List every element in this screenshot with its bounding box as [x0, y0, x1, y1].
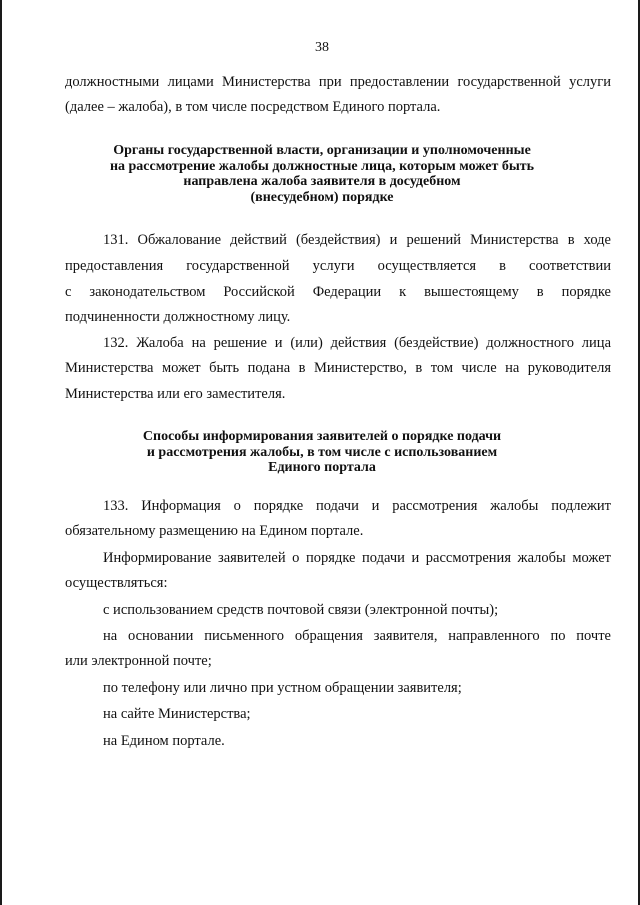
section-heading-inform-methods	[2, 429, 640, 476]
list-item-phone: по телефону или лично при устном обращении заявителя;	[103, 680, 462, 696]
para-132-line-1: 132. Жалоба на решение и (или) действия (бездействие) должностного лица	[103, 335, 611, 351]
list-item-written-line-2: или электронной почте;	[65, 653, 212, 669]
para-131-line-3: с законодательством Российской Федерации к вышестоящему в порядке	[65, 284, 611, 300]
page-number: 38	[315, 40, 329, 55]
para-131-line-2: предоставления государственной услуги осуществляется в соответствии	[65, 258, 611, 274]
heading-line: и рассмотрения жалобы, в том числе с использованием	[146, 444, 498, 460]
para-133-line-1: 133. Информация о порядке подачи и рассмотрения жалобы подлежит	[103, 498, 611, 514]
section-heading-complaint-bodies	[2, 143, 640, 205]
intro-line-2: (далее – жалоба), в том числе посредством Единого портала.	[65, 99, 441, 115]
list-item-written-line-1: на основании письменного обращения заявителя, направленного по почте	[103, 628, 611, 644]
para-131-line-1: 131. Обжалование действий (бездействия) и решений Министерства в ходе	[103, 232, 611, 248]
para-132-line-2: Министерства может быть подана в Министерство, в том числе на руководителя	[65, 360, 611, 376]
list-item-website: на сайте Министерства;	[103, 706, 251, 722]
para-133-line-2: обязательному размещению на Едином портале.	[65, 523, 364, 539]
heading-line: (внесудебном) порядке	[250, 189, 394, 205]
para-132-line-3: Министерства или его заместителя.	[65, 386, 286, 402]
list-item-postal: с использованием средств почтовой связи (электронной почты);	[103, 602, 499, 618]
para-131-line-4: подчиненности должностному лицу.	[65, 309, 291, 325]
para-inform-line-2: осуществляться:	[65, 575, 168, 591]
para-inform-line-1: Информирование заявителей о порядке подачи и рассмотрения жалобы может	[103, 550, 611, 566]
list-item-portal: на Едином портале.	[103, 733, 225, 749]
heading-line: Способы информирования заявителей о порядке подачи	[142, 429, 502, 444]
heading-line: Органы государственной власти, организации и уполномоченные	[113, 143, 531, 158]
heading-line: направлена жалоба заявителя в досудебном	[183, 174, 461, 189]
heading-line: на рассмотрение жалобы должностные лица, которым может быть	[109, 158, 535, 174]
intro-line-1: должностными лицами Министерства при предоставлении государственной услуги	[65, 74, 611, 90]
heading-line: Единого портала	[268, 460, 376, 475]
